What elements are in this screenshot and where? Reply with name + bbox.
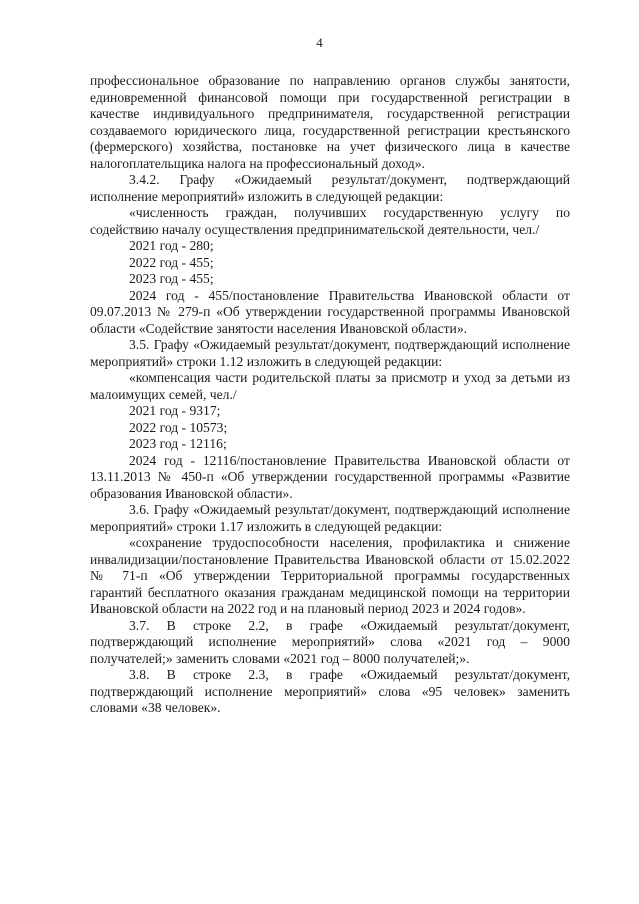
paragraph: 2022 год - 455; <box>129 254 214 270</box>
paragraph: профессиональное образование по направлению органов службы занятости, единовременной финансовой помощи при государственной регистрации в качестве индивидуального предпринимателя, государственной регистрации создаваемого юридического лица, государственной регистрации крестьянского (фермерского) хозяйства, постановке на учет физического лица в качестве налогоплательщика налога на профессиональный доход». <box>90 73 570 171</box>
paragraph: 2021 год - 280; <box>129 238 214 253</box>
paragraph: 2021 год - 9317; <box>129 403 221 418</box>
paragraph: 3.4.2. Графу «Ожидаемый результат/документ, подтверждающий исполнение мероприятий» изложить в следующей редакции: <box>90 172 570 204</box>
paragraph: 2023 год - 12116; <box>129 436 227 451</box>
paragraph: 3.5. Графу «Ожидаемый результат/документ, подтверждающий исполнение мероприятий» строки 1.12 изложить в следующей редакции: <box>90 337 570 369</box>
paragraph: 2023 год - 455; <box>129 271 214 286</box>
paragraph: «численность граждан, получивших государственную услугу по содействию началу осуществления предпринимательской деятельности, чел./ <box>90 205 570 237</box>
paragraph: 2022 год - 10573; <box>129 419 228 435</box>
paragraph: «сохранение трудоспособности населения, профилактика и снижение инвалидизации/постановление Правительства Ивановской области от 15.02.2022 № 71-п «Об утверждении Территориальной программы государственных гарантий бесплатного оказания гражданам медицинской помощи на территории Ивановской области на 2022 год и на плановый период 2023 и 2024 годов». <box>90 535 570 616</box>
document-body <box>90 73 570 717</box>
page-number: 4 <box>316 35 323 50</box>
paragraph: 3.8. В строке 2.3, в графе «Ожидаемый результат/документ, подтверждающий исполнение мероприятий» слова «95 человек» заменить словами «38 человек». <box>90 667 570 715</box>
paragraph: 3.6. Графу «Ожидаемый результат/документ, подтверждающий исполнение мероприятий» строки 1.17 изложить в следующей редакции: <box>90 502 570 534</box>
paragraph: 2024 год - 12116/постановление Правительства Ивановской области от 13.11.2013 № 450-п «Об утверждении государственной программы «Развитие образования Ивановской области». <box>90 452 570 501</box>
paragraph: «компенсация части родительской платы за присмотр и уход за детьми из малоимущих семей, чел./ <box>90 370 570 402</box>
paragraph: 2024 год - 455/постановление Правительства Ивановской области от 09.07.2013 № 279-п «Об утверждении государственной программы Ивановской области «Содействие занятости населения Ивановской области». <box>90 287 570 336</box>
paragraph: 3.7. В строке 2.2, в графе «Ожидаемый результат/документ, подтверждающий исполнение мероприятий» слова «2021 год – 9000 получателей;» заменить словами «2021 год – 8000 получателей;». <box>90 617 570 666</box>
